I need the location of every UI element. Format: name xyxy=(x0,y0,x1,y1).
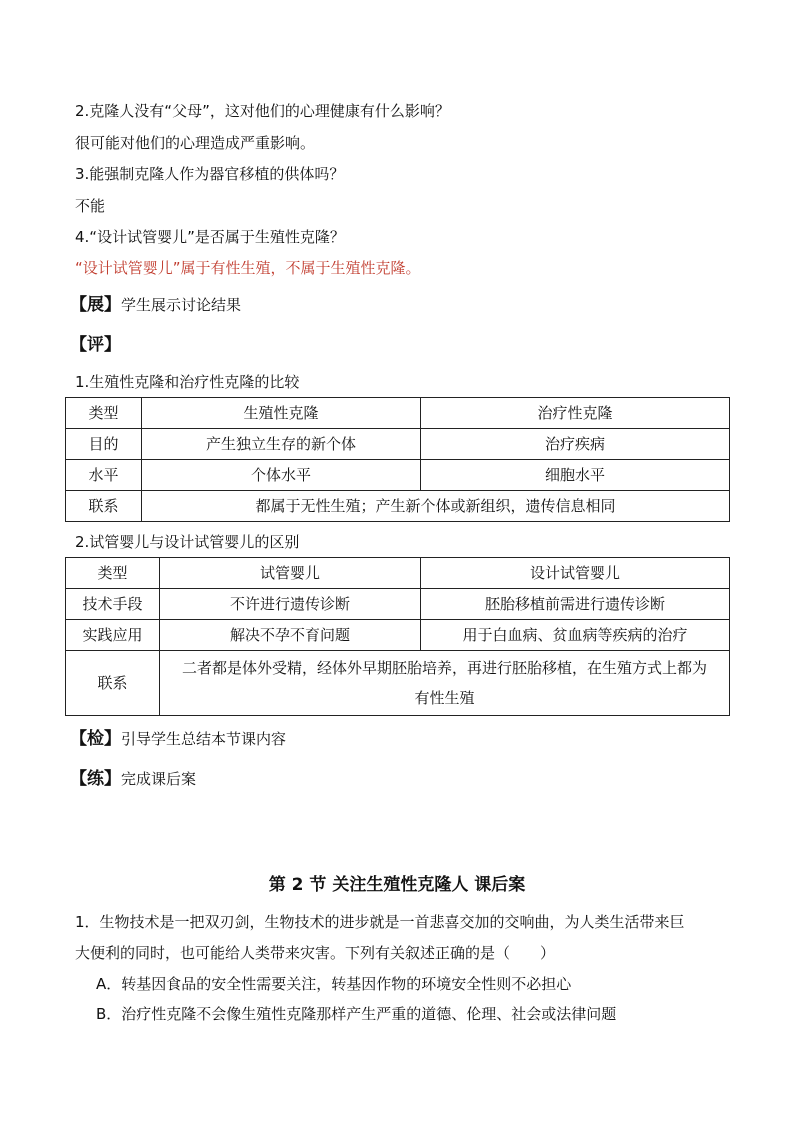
table-row xyxy=(66,651,730,716)
table-row xyxy=(66,491,730,522)
table-cell: 胚胎移植前需进行遗传诊断 xyxy=(421,589,730,620)
table-cell: 细胞水平 xyxy=(421,460,730,491)
section-jian xyxy=(70,728,286,750)
table-cell: 产生独立生存的新个体 xyxy=(142,429,421,460)
section-zhan xyxy=(70,294,241,316)
table-cell: 目的 xyxy=(66,429,142,460)
table-row xyxy=(66,620,730,651)
section-jian-label: 【检】 xyxy=(70,729,121,749)
table-cell: 用于白血病、贫血病等疾病的治疗 xyxy=(421,620,730,651)
table-cell: 个体水平 xyxy=(142,460,421,491)
table-cell: 联系 xyxy=(66,651,160,716)
section-ping xyxy=(70,334,121,356)
table-header-cell: 设计试管婴儿 xyxy=(421,558,730,589)
question-2: 2.克隆人没有“父母”，这对他们的心理健康有什么影响？ xyxy=(75,102,450,120)
table-cell: 治疗疾病 xyxy=(421,429,730,460)
question-4: 4.“设计试管婴儿”是否属于生殖性克隆？ xyxy=(75,228,345,246)
answer-4: “设计试管婴儿”属于有性生殖，不属于生殖性克隆。 xyxy=(75,259,421,277)
section-zhan-label: 【展】 xyxy=(70,295,121,315)
section-lian-label: 【练】 xyxy=(70,769,121,789)
section-lian-text: 完成课后案 xyxy=(121,770,197,788)
table-cell: 都属于无性生殖；产生新个体或新组织，遗传信息相同 xyxy=(142,491,730,522)
table-cell-link xyxy=(160,651,730,716)
table-cell: 联系 xyxy=(66,491,142,522)
option-a: A．转基因食品的安全性需要关注，转基因作物的环境安全性则不必担心 xyxy=(96,975,572,993)
table-header-cell: 治疗性克隆 xyxy=(421,398,730,429)
table-row xyxy=(66,589,730,620)
link-text-line-1: 二者都是体外受精，经体外早期胚胎培养，再进行胚胎移植，在生殖方式上都为 xyxy=(181,659,707,677)
table-row xyxy=(66,460,730,491)
section-zhan-text: 学生展示讨论结果 xyxy=(121,296,242,314)
table-header-cell: 类型 xyxy=(66,558,160,589)
question-3: 3.能强制克隆人作为器官移植的供体吗？ xyxy=(75,165,345,183)
table-cell: 实践应用 xyxy=(66,620,160,651)
section-ping-label: 【评】 xyxy=(70,335,121,355)
table-header-row xyxy=(66,398,730,429)
question-1-line-2: 大便利的同时，也可能给人类带来灾害。下列有关叙述正确的是（ ） xyxy=(75,944,556,962)
answer-3: 不能 xyxy=(75,197,106,215)
question-1-line-1: 1．生物技术是一把双刃剑，生物技术的进步就是一首悲喜交加的交响曲，为人类生活带来巨 xyxy=(75,913,685,931)
link-text-line-2: 有性生殖 xyxy=(414,689,475,707)
table-row xyxy=(66,429,730,460)
option-b: B．治疗性克隆不会像生殖性克隆那样产生严重的道德、伦理、社会或法律问题 xyxy=(96,1005,617,1023)
table2-caption: 2.试管婴儿与设计试管婴儿的区别 xyxy=(75,533,300,551)
cloning-comparison-table xyxy=(65,397,730,522)
table-header-cell: 生殖性克隆 xyxy=(142,398,421,429)
section-jian-text: 引导学生总结本节课内容 xyxy=(121,730,287,748)
table-header-cell: 类型 xyxy=(66,398,142,429)
table-cell: 解决不孕不育问题 xyxy=(160,620,421,651)
answer-2: 很可能对他们的心理造成严重影响。 xyxy=(75,134,316,152)
table-cell: 水平 xyxy=(66,460,142,491)
section-lian xyxy=(70,768,196,790)
table-cell: 技术手段 xyxy=(66,589,160,620)
table-header-row xyxy=(66,558,730,589)
table1-caption: 1.生殖性克隆和治疗性克隆的比较 xyxy=(75,373,300,391)
ivf-comparison-table xyxy=(65,557,730,716)
after-class-title: 第 2 节 关注生殖性克隆人 课后案 xyxy=(268,875,526,895)
table-header-cell: 试管婴儿 xyxy=(160,558,421,589)
table-cell: 不许进行遗传诊断 xyxy=(160,589,421,620)
